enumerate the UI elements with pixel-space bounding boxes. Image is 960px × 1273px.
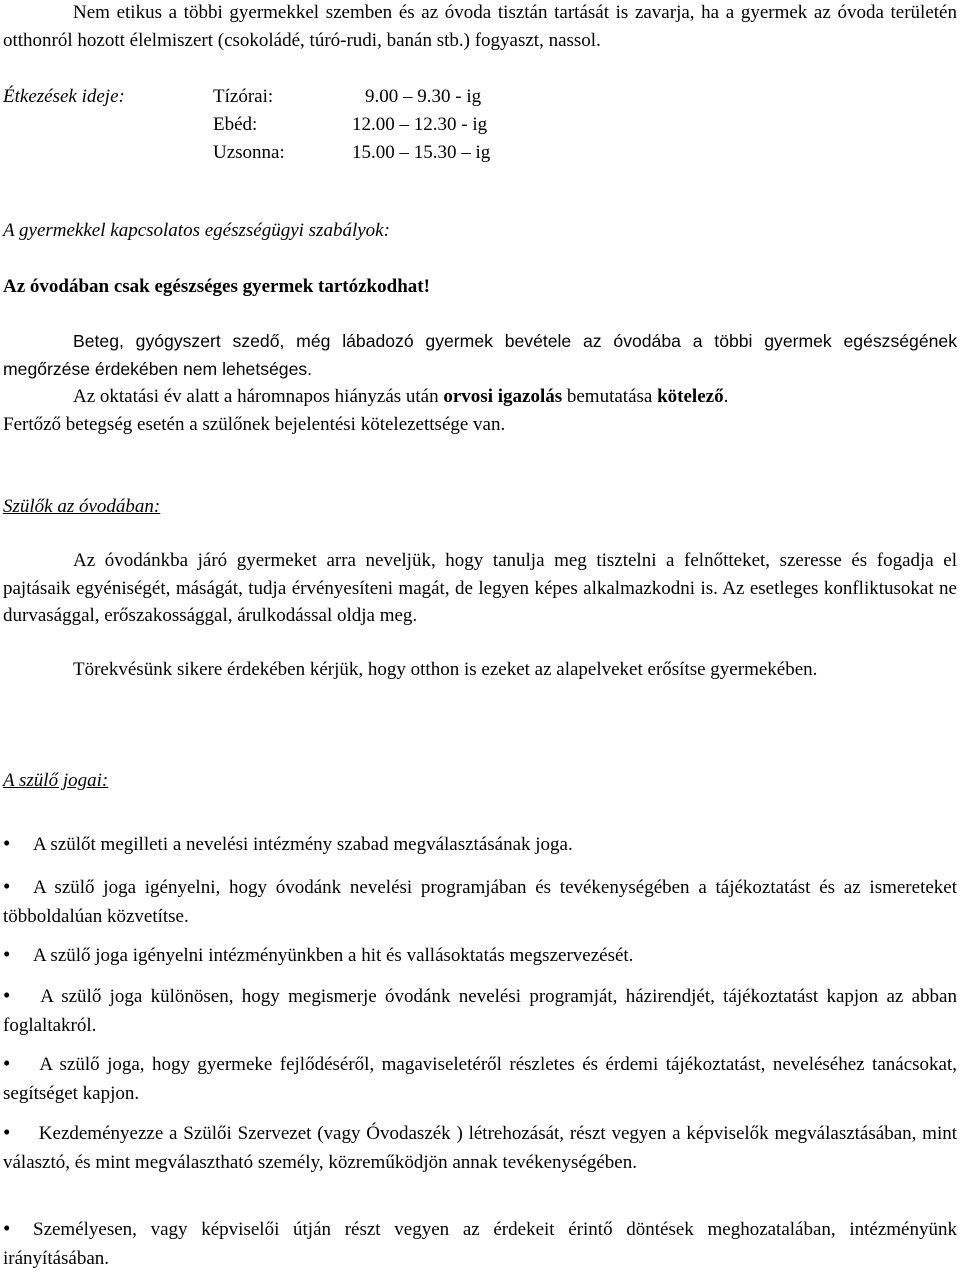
parents-paragraph-1: Az óvodánkba járó gyermeket arra neveljük, hogy tanulja meg tisztelni a felnőtteket, szeresse és fogadja el pajtásaik egyéniségét, máságát, tudja érvényesíteni magát, de legyen képes alkalmazkodni is. Az esetleges konfliktusokat ne durvasággal, erőszakossággal, árulkodással oldja meg. xyxy=(3,550,957,626)
parents-heading: Szülők az óvodában: xyxy=(3,496,161,517)
health-p2-end: . xyxy=(723,386,729,407)
bullet-icon: • xyxy=(3,1120,11,1144)
health-p2-mid: bemutatása xyxy=(562,386,658,407)
health-paragraph-3: Fertőző betegség esetén a szülőnek bejelentési kötelezettsége van. xyxy=(3,414,506,435)
intro-paragraph: Nem etikus a többi gyermekkel szemben és az óvoda tisztán tartását is zavarja, ha a gyermek az óvoda területén otthonról hozott élelmiszert (csokoládé, túró-rudi, banán stb.) fogyaszt, nassol. xyxy=(3,2,957,51)
bullet-icon: • xyxy=(3,942,11,966)
parents-paragraph-2: Törekvésünk sikere érdekében kérjük, hogy otthon is ezeket az alapelveket erősítse gyermekében. xyxy=(73,659,818,680)
rights-item-7: • Személyesen, vagy képviselői útján részt vegyen az érdekeit érintő döntések meghozatalában, intézményünk irányításában. xyxy=(3,1216,957,1269)
meal-time-ebed: 12.00 – 12.30 - ig xyxy=(352,114,488,135)
health-p2-start: Az oktatási év alatt a háromnapos hiányzás után xyxy=(73,386,444,407)
meal-name-ebed: Ebéd: xyxy=(213,114,258,135)
rights-item-2: • A szülő joga igényelni, hogy óvodánk nevelési programjában és tevékenységében a tájékoztatást és az ismereteket többoldalúan közvetítse. xyxy=(3,874,957,927)
health-paragraph-1: Beteg, gyógyszert szedő, még lábadozó gyermek bevétele az óvodába a többi gyermek egészségének megőrzése érdekében nem lehetséges. xyxy=(3,331,957,379)
bullet-icon: • xyxy=(3,874,11,898)
meal-name-uzsonna: Uzsonna: xyxy=(213,142,285,163)
meal-time-tizorai: 9.00 – 9.30 - ig xyxy=(365,86,482,107)
meal-times-title: Étkezések ideje: xyxy=(3,86,125,107)
meal-time-uzsonna: 15.00 – 15.30 – ig xyxy=(352,142,491,163)
health-rule: Az óvodában csak egészséges gyermek tartózkodhat! xyxy=(3,276,430,297)
bullet-icon: • xyxy=(3,1216,11,1240)
health-paragraph-2 xyxy=(3,383,957,411)
bullet-icon: • xyxy=(3,831,11,855)
rights-item-6: • Kezdeményezze a Szülői Szervezet (vagy Óvodaszék ) létrehozását, részt vegyen a képviselők megválasztásában, mint választó, és mint megválasztható személy, közreműködjön annak tevékenységében. xyxy=(3,1120,957,1173)
health-heading: A gyermekkel kapcsolatos egészségügyi szabályok: xyxy=(3,220,390,241)
medical-certificate-text: orvosi igazolás xyxy=(443,386,563,407)
rights-item-5: • A szülő joga, hogy gyermeke fejlődéséről, magaviseletéről részletes és érdemi tájékoztatást, neveléséhez tanácsokat, segítséget kapjon. xyxy=(3,1051,957,1104)
rights-item-4: • A szülő joga különösen, hogy megismerje óvodánk nevelési programját, házirendjét, tájékoztatást kapjon az abban foglaltakról. xyxy=(3,983,957,1036)
rights-item-1: • A szülőt megilleti a nevelési intézmény szabad megválasztásának joga. xyxy=(3,829,957,860)
rights-heading: A szülő jogai: xyxy=(3,770,109,791)
meal-name-tizorai: Tízórai: xyxy=(213,86,274,107)
bullet-icon: • xyxy=(3,1051,11,1075)
rights-item-3: • A szülő joga igényelni intézményünkben a hit és vallásoktatás megszervezését. xyxy=(3,940,957,971)
bullet-icon: • xyxy=(3,983,11,1007)
mandatory-text: kötelező xyxy=(657,386,724,407)
